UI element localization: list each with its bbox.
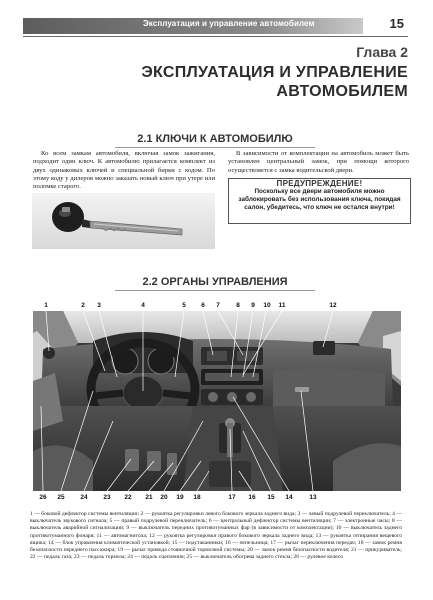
callout-24: 24 — [80, 494, 88, 501]
chapter-title: ЭКСПЛУАТАЦИЯ И УПРАВЛЕНИЕ АВТОМОБИЛЕМ — [141, 64, 408, 100]
callout-11: 11 — [278, 302, 286, 309]
running-header — [23, 16, 408, 37]
section-heading-keys — [115, 133, 315, 148]
dashboard-illustration — [33, 311, 401, 491]
callout-8: 8 — [236, 302, 240, 309]
warning-box — [228, 178, 411, 224]
callout-22: 22 — [124, 494, 132, 501]
section-heading-controls — [115, 276, 315, 291]
callout-12: 12 — [329, 302, 337, 309]
callout-17: 17 — [228, 494, 236, 501]
car-key-illustration — [32, 193, 215, 249]
section-title-keys: 2.1 КЛЮЧИ К АВТОМОБИЛЮ — [137, 133, 293, 145]
header-title: Эксплуатация и управление автомобилем — [143, 19, 315, 28]
callout-18: 18 — [193, 494, 201, 501]
callout-7: 7 — [216, 302, 220, 309]
warning-title: ПРЕДУПРЕЖДЕНИЕ! — [274, 179, 366, 188]
callout-16: 16 — [248, 494, 256, 501]
callout-26: 26 — [39, 494, 47, 501]
page-number: 15 — [389, 16, 404, 31]
callout-4: 4 — [141, 302, 145, 309]
callout-14: 14 — [285, 494, 293, 501]
section-title-controls: 2.2 ОРГАНЫ УПРАВЛЕНИЯ — [142, 276, 288, 288]
callout-15: 15 — [267, 494, 275, 501]
car-key-photo — [32, 193, 215, 249]
callout-10: 10 — [263, 302, 271, 309]
callout-9: 9 — [251, 302, 255, 309]
callout-2: 2 — [81, 302, 85, 309]
keys-paragraph: Ко всем замкам автомобиля, включая замок зажигания, подходит один ключ. К автомобилю прилагается комплект из двух одинаковых ключей и специальной бирки с кодом. По этому коду у дилеров можно заказать новый ключ при утере или поломке старого. — [33, 150, 215, 191]
callout-6: 6 — [201, 302, 205, 309]
callout-5: 5 — [182, 302, 186, 309]
callout-3: 3 — [97, 302, 101, 309]
callout-23: 23 — [103, 494, 111, 501]
callout-13: 13 — [309, 494, 317, 501]
callout-19: 19 — [176, 494, 184, 501]
callout-20: 20 — [160, 494, 168, 501]
chapter-label: Глава 2 — [356, 44, 408, 60]
callout-21: 21 — [145, 494, 153, 501]
callout-25: 25 — [57, 494, 65, 501]
controls-legend: 1 — боковой дефлектор системы вентиляции; 2 — рукоятка регулировки левого бокового зеркала заднего вида; 3 — левый подрулевой переключатель; 4 — выключатель звукового сигнала; 5 — правый подрулевой переключатель; 6 — центральный дефлектор системы вентиляции; 7 — электронные часы; 8 — выключатель аварийной сигнализации; 9 — выключатель передних противотуманных фар (в зависимости от комплектации); 10 — выключатель заднего противотуманного фонаря; 11 — автомагнитола; 12 — рукоятка регулировки правого бокового зеркала заднего вида; 13 — рукоятка отпирания вещевого ящика; 14 — блок управления климатической установкой; 15 — подстаканники; 16 — пепельница; 17 — рычаг переключения передач; 18 — замок ремня безопасности переднего пассажира; 19 — рычаг привода стояночной тормозной системы; 20 — замок ремня безопасности водителя; 21 — прикуриватель; 22 — педаль газа; 23 — педаль тормоза; 24 — педаль сцепления; 25 — выключатель обогрева заднего стекла; 26 — рулевое колесо — [30, 511, 402, 561]
central-lock-paragraph: В зависимости от комплектации на автомобиль может быть установлен центральный замок, при помощи которого осуществляется с замка водительской двери. — [228, 150, 409, 174]
callout-1: 1 — [44, 302, 48, 309]
dashboard-photo — [33, 311, 401, 491]
warning-text: Поскольку все двери автомобиля можно заблокировать без использования ключа, покидая салон, убедитесь, что ключ не остался внутри! — [238, 188, 401, 211]
